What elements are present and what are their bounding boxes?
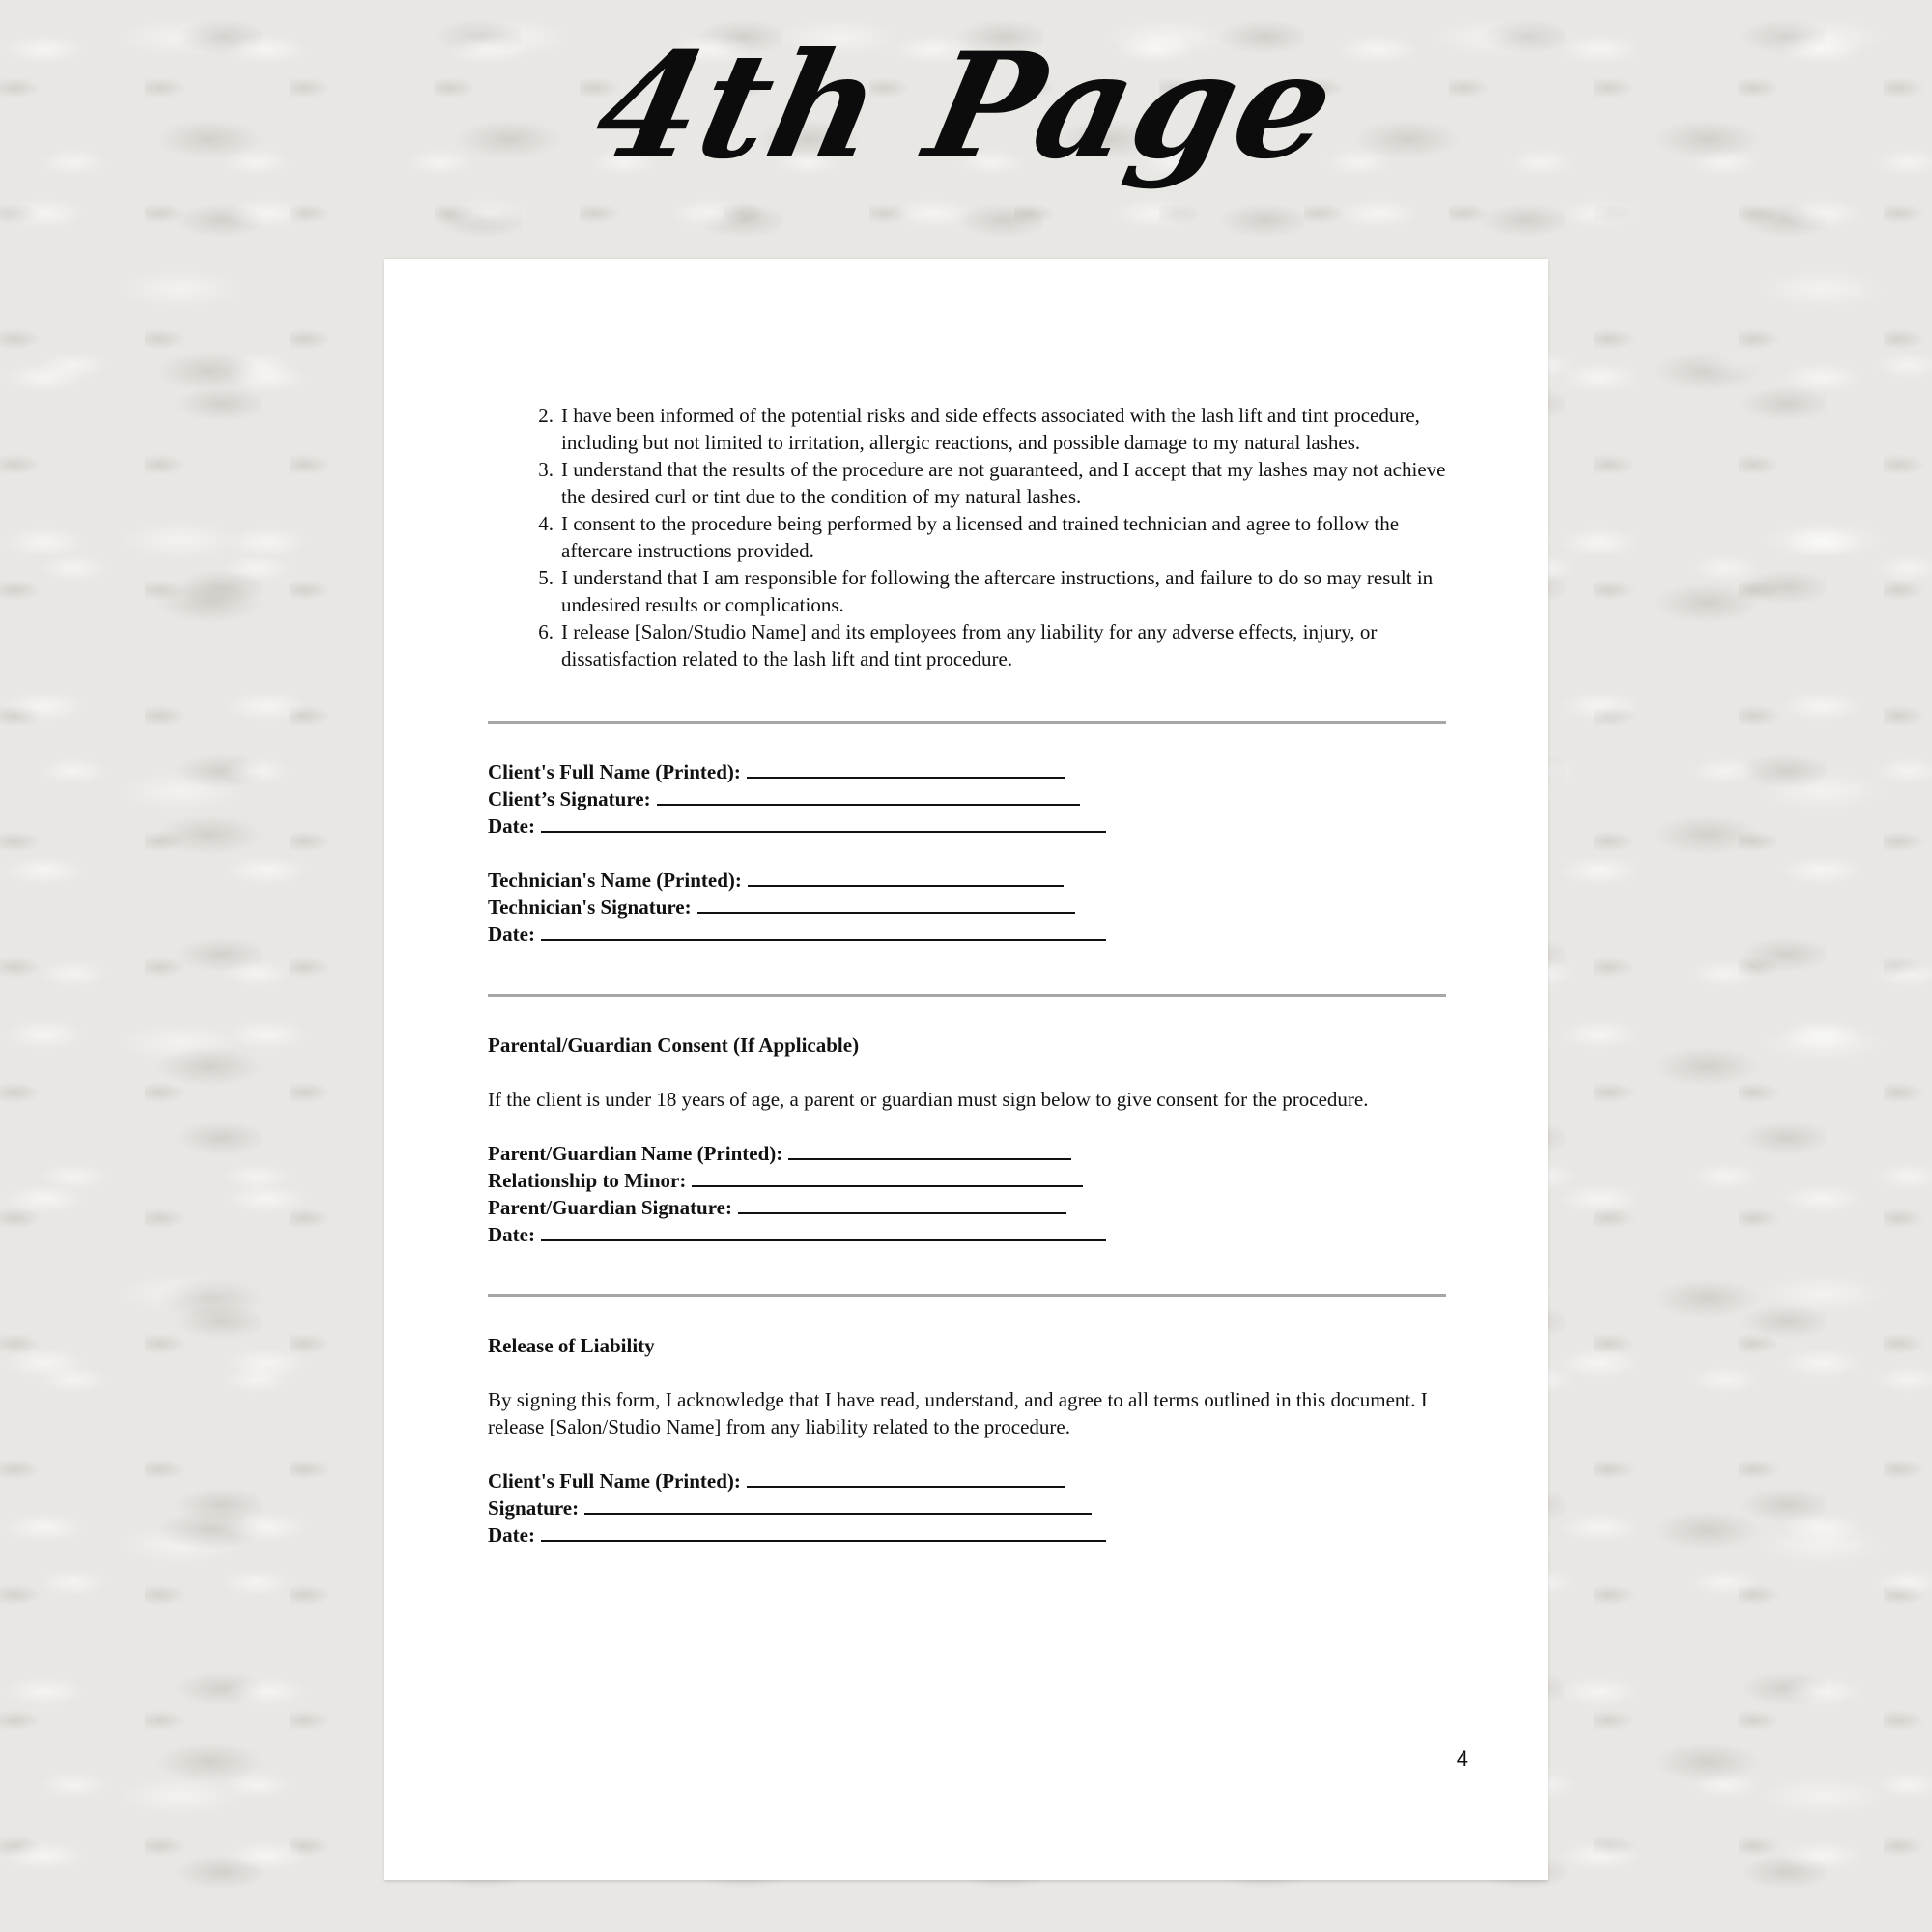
technician-signature-line[interactable] — [697, 895, 1075, 914]
guardian-heading: Parental/Guardian Consent (If Applicable) — [488, 1034, 860, 1057]
terms-list — [488, 402, 1446, 672]
guardian-description: If the client is under 18 years of age, a parent or guardian must sign below to give consent for the procedure. — [488, 1088, 1369, 1111]
guardian-date-field[interactable]: Date: — [488, 1221, 1446, 1248]
liability-signature-line[interactable] — [584, 1495, 1092, 1515]
page-number: 4 — [1456, 1747, 1468, 1771]
client-signature-field[interactable]: Client’s Signature: — [488, 785, 1446, 812]
client-signature-line[interactable] — [657, 786, 1080, 806]
liability-date-line[interactable] — [541, 1522, 1106, 1542]
guardian-name-line[interactable] — [788, 1141, 1071, 1160]
guardian-signature-line[interactable] — [738, 1195, 1066, 1214]
client-date-field[interactable]: Date: — [488, 812, 1446, 839]
liability-date-field[interactable]: Date: — [488, 1521, 1446, 1548]
list-item: 4. I consent to the procedure being performed by a licensed and trained technician and agree to follow the aftercare instructions provided. — [538, 512, 1400, 562]
document-page — [384, 259, 1548, 1880]
list-item: 5. I understand that I am responsible for following the aftercare instructions, and failure to do so may result in undesired results or complications. — [538, 566, 1434, 616]
technician-date-line[interactable] — [541, 922, 1106, 941]
list-item: 6. I release [Salon/Studio Name] and its employees from any liability for any adverse effects, injury, or dissatisfaction related to the lash lift and tint procedure. — [538, 620, 1378, 670]
technician-date-field[interactable]: Date: — [488, 921, 1446, 948]
technician-name-field[interactable]: Technician's Name (Printed): — [488, 867, 1446, 894]
liability-name-field[interactable]: Client's Full Name (Printed): — [488, 1467, 1446, 1494]
guardian-signature-field[interactable]: Parent/Guardian Signature: — [488, 1194, 1446, 1221]
guardian-date-line[interactable] — [541, 1222, 1106, 1241]
liability-signature-field[interactable]: Signature: — [488, 1494, 1446, 1521]
document-content — [488, 402, 1446, 1548]
client-date-line[interactable] — [541, 813, 1106, 833]
liability-name-line[interactable] — [747, 1468, 1065, 1488]
list-item: 3. I understand that the results of the procedure are not guaranteed, and I accept that my lashes may not achieve the desired curl or tint due to the condition of my natural lashes. — [538, 458, 1446, 508]
relationship-field[interactable]: Relationship to Minor: — [488, 1167, 1446, 1194]
client-name-line[interactable] — [747, 759, 1065, 779]
page-title: 4th Page — [582, 21, 1350, 191]
liability-heading: Release of Liability — [488, 1334, 655, 1357]
technician-name-line[interactable] — [748, 867, 1064, 887]
list-item: 2. I have been informed of the potential risks and side effects associated with the lash lift and tint procedure, including but not limited to irritation, allergic reactions, and possible damage to my natural lashes. — [538, 404, 1420, 454]
client-name-field[interactable]: Client's Full Name (Printed): — [488, 758, 1446, 785]
relationship-line[interactable] — [692, 1168, 1083, 1187]
liability-description: By signing this form, I acknowledge that I have read, understand, and agree to all terms outlined in this document. I release [Salon/Studio Name] from any liability related to the procedure. — [488, 1388, 1428, 1438]
guardian-name-field[interactable]: Parent/Guardian Name (Printed): — [488, 1140, 1446, 1167]
technician-signature-field[interactable]: Technician's Signature: — [488, 894, 1446, 921]
